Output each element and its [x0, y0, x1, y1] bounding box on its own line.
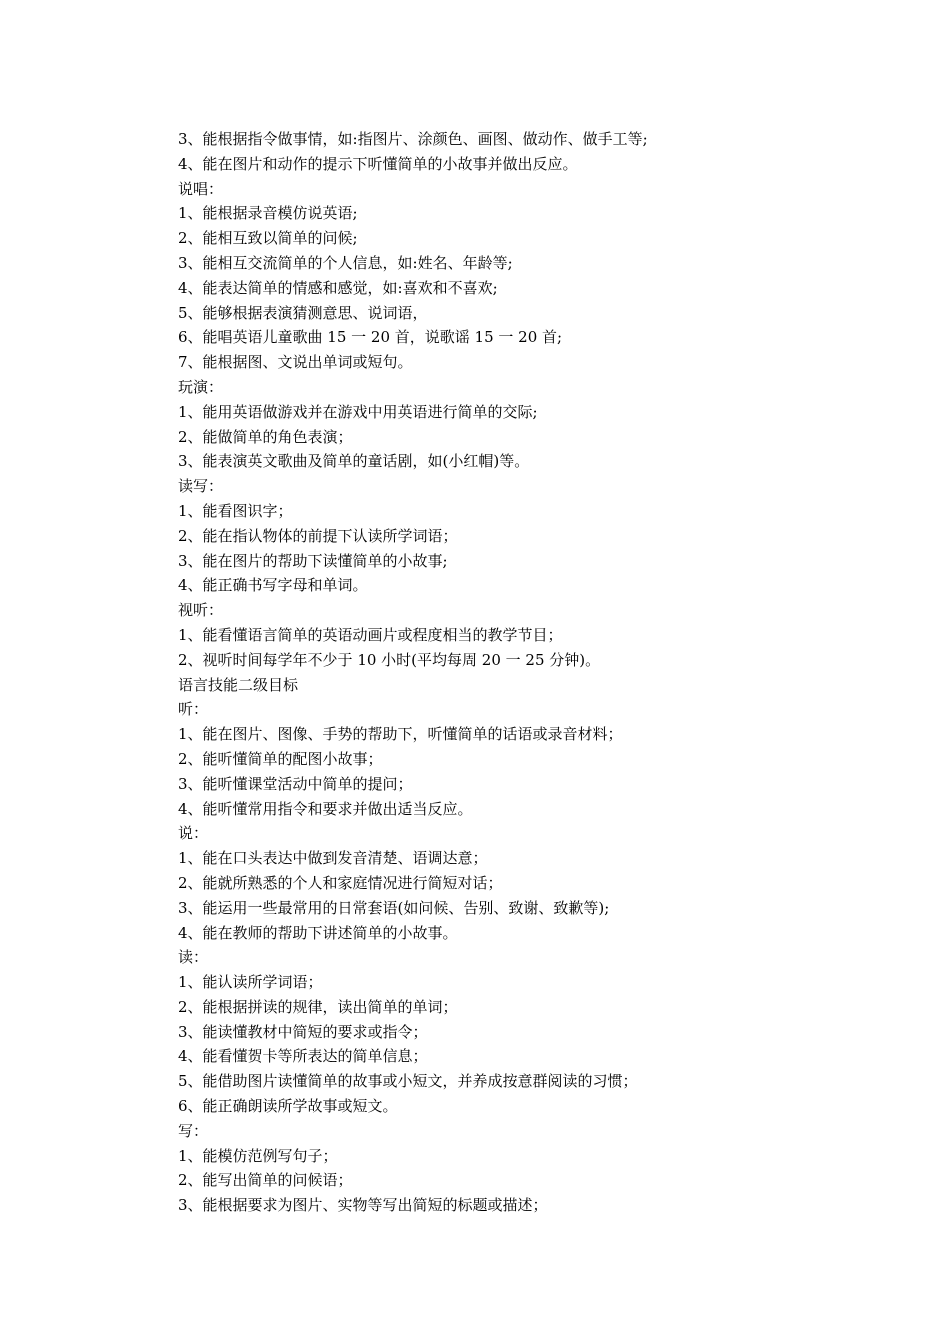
text-line: 4、能看懂贺卡等所表达的简单信息； — [178, 1047, 428, 1066]
text-line: 2、能就所熟悉的个人和家庭情况进行简短对话； — [178, 873, 503, 892]
text-line: 1、能在口头表达中做到发音清楚、语调达意； — [178, 849, 488, 868]
text-line: 4、能在图片和动作的提示下听懂简单的小故事并做出反应。 — [178, 154, 578, 173]
text-line: 1、能在图片、图像、手势的帮助下，听懂简单的话语或录音材料； — [178, 725, 623, 744]
text-line: 3、能相互交流简单的个人信息，如:姓名、年龄等; — [178, 253, 513, 272]
section-heading: 视听： — [178, 601, 224, 620]
section-heading: 玩演： — [178, 377, 224, 396]
text-line: 3、能听懂课堂活动中简单的提问； — [178, 774, 413, 793]
text-line: 2、能做简单的角色表演； — [178, 427, 353, 446]
text-line: 1、能看懂语言简单的英语动画片或程度相当的教学节目； — [178, 625, 563, 644]
text-line: 2、视听时间每学年不少于 10 小时(平均每周 20 一 25 分钟)。 — [178, 650, 601, 669]
document-body — [178, 127, 878, 1218]
text-line: 3、能在图片的帮助下读懂简单的小故事; — [178, 551, 448, 570]
text-line: 1、能看图识字； — [178, 501, 293, 520]
text-line: 3、能表演英文歌曲及简单的童话剧，如(小红帽)等。 — [178, 452, 530, 471]
text-line: 2、能写出简单的问候语； — [178, 1171, 353, 1190]
text-line: 4、能在教师的帮助下讲述简单的小故事。 — [178, 923, 458, 942]
text-line: 2、能听懂简单的配图小故事； — [178, 749, 383, 768]
text-line: 3、能运用一些最常用的日常套语(如问候、告别、致谢、致歉等); — [178, 898, 610, 917]
text-line: 4、能正确书写字母和单词。 — [178, 576, 368, 595]
text-line: 3、能根据要求为图片、实物等写出简短的标题或描述； — [178, 1196, 548, 1215]
text-line: 5、能借助图片读懂简单的故事或小短文，并养成按意群阅读的习惯； — [178, 1072, 638, 1091]
section-heading: 读写： — [178, 477, 224, 496]
text-line: 1、能模仿范例写句子； — [178, 1146, 338, 1165]
text-line: 3、能读懂教材中简短的要求或指令； — [178, 1022, 428, 1041]
text-line: 1、能认读所学词语； — [178, 973, 323, 992]
section-heading: 说唱： — [178, 179, 224, 198]
text-line: 6、能唱英语儿童歌曲 15 一 20 首，说歌谣 15 一 20 首; — [178, 328, 563, 347]
section-heading: 写： — [178, 1121, 209, 1140]
section-heading: 说： — [178, 824, 209, 843]
text-line: 2、能在指认物体的前提下认读所学词语； — [178, 526, 458, 545]
text-line: 4、能表达简单的情感和感觉，如:喜欢和不喜欢; — [178, 278, 498, 297]
text-line: 6、能正确朗读所学故事或短文。 — [178, 1097, 398, 1116]
text-line: 1、能根据录音模仿说英语; — [178, 204, 358, 223]
section-title: 语言技能二级目标 — [178, 675, 299, 694]
text-line: 7、能根据图、文说出单词或短句。 — [178, 353, 413, 372]
text-line: 5、能够根据表演猜测意思、说词语， — [178, 303, 428, 322]
text-line: 4、能听懂常用指令和要求并做出适当反应。 — [178, 799, 473, 818]
section-heading: 听： — [178, 700, 209, 719]
section-heading: 读： — [178, 948, 209, 967]
text-line: 2、能相互致以简单的问候; — [178, 229, 358, 248]
text-line: 1、能用英语做游戏并在游戏中用英语进行简单的交际; — [178, 402, 538, 421]
text-line: 3、能根据指令做事情，如:指图片、涂颜色、画图、做动作、做手工等; — [178, 130, 648, 148]
text-line: 2、能根据拼读的规律，读出简单的单词； — [178, 997, 458, 1016]
